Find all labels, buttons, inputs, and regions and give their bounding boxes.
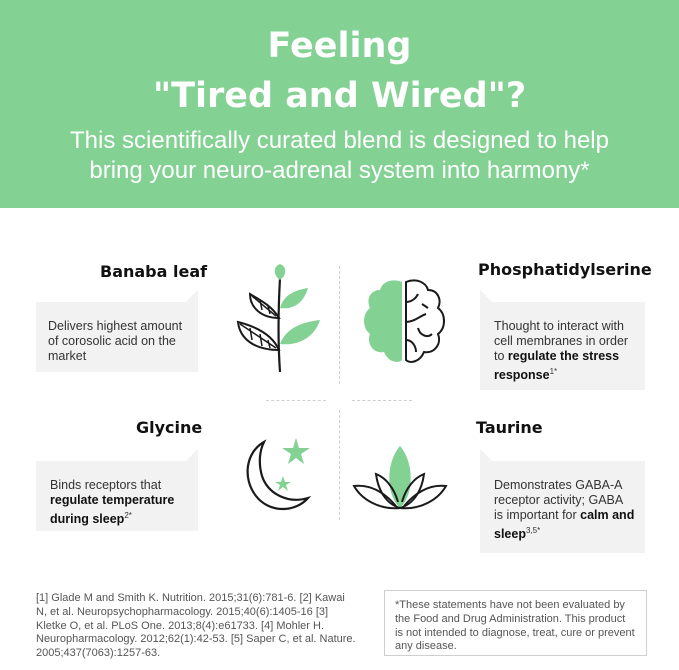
subtitle-line-1: This scientifically curated blend is designed to help	[70, 127, 609, 154]
glycine-description: Binds receptors that regulate temperature during sleep$^{2*}$	[36, 461, 198, 531]
fda-disclaimer: *These statements have not been evaluated by the Food and Drug Administration. This product is not intended to diagnose, treat, cure or prevent any disease.	[384, 590, 647, 656]
taurine-description: Demonstrates GABA-A receptor activity; GABA is important for calm and sleep$^{3,5*}$	[480, 461, 645, 553]
references: [1] Glade M and Smith K. Nutrition. 2015;31(6):781-6. [2] Kawai N, et al. Neuropsychopharmacology. 2015;40(6):1405-16 [3] Kletke O, et al. PLoS One. 2013;8(4):e61733. [4] Mohler H. Neuropharmacology. 2012;62(1):42-53. [5] Saper C, et al. Nature. 2005;437(7063):1257-63.	[36, 592, 356, 660]
subtitle-line-2: bring your neuro-adrenal system into harmony*	[89, 157, 590, 184]
taurine-title: Taurine	[476, 418, 543, 437]
bubble-tail	[186, 290, 198, 302]
divider-horizontal-left	[266, 400, 326, 401]
divider-vertical-bottom	[339, 410, 340, 520]
header-banner	[0, 0, 679, 208]
divider-horizontal-right	[352, 400, 412, 401]
title-line-2: "Tired and Wired"?	[152, 76, 527, 116]
glycine-title: Glycine	[136, 418, 203, 437]
phosphatidylserine-description: Thought to interact with cell membranes in order to regulate the stress response$^{1*}$	[480, 302, 645, 390]
leaf-branch-icon	[232, 264, 324, 376]
banaba-title: Banaba leaf	[100, 262, 208, 281]
title-line-1: Feeling	[267, 26, 412, 66]
banaba-description: Delivers highest amount of corosolic acid on the market	[36, 302, 198, 372]
brain-icon	[362, 278, 448, 366]
bubble-tail	[480, 290, 492, 302]
divider-vertical-top	[339, 266, 340, 384]
moon-stars-icon	[240, 434, 316, 516]
subtitle	[0, 126, 679, 186]
bubble-tail	[480, 449, 492, 461]
phosphatidylserine-title: Phosphatidylserine	[478, 260, 652, 279]
bubble-tail	[186, 449, 198, 461]
lotus-icon	[352, 444, 448, 512]
